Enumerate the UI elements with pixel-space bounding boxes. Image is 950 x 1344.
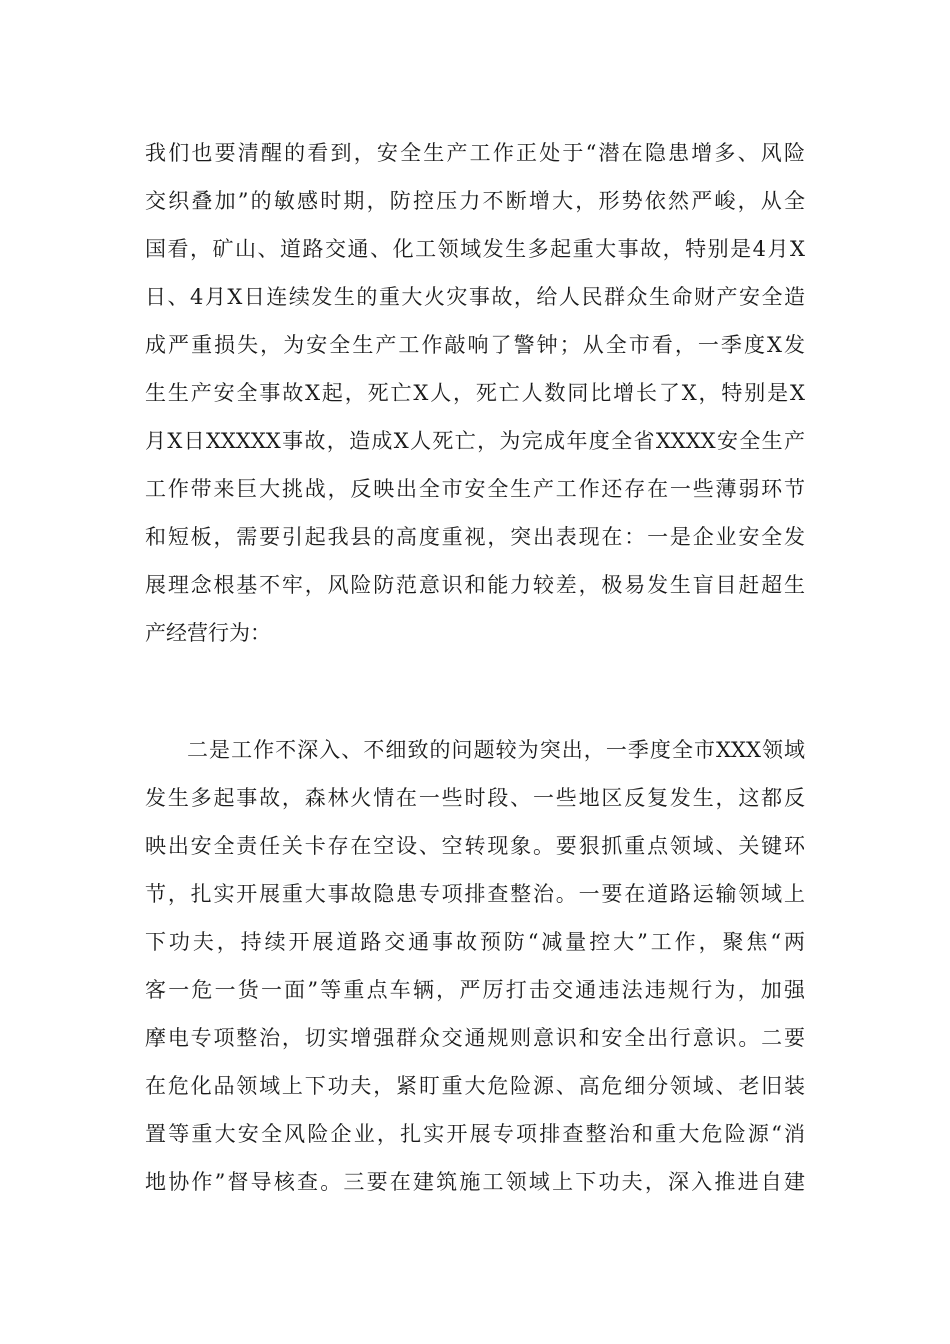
text-line: 国看，矿山、道路交通、化工领域发生多起重大事故，特别是4月X	[145, 237, 805, 261]
text-line: 节，扎实开展重大事故隐患专项排查整治。一要在道路运输领域上	[145, 882, 805, 906]
text-line: 摩电专项整治，切实增强群众交通规则意识和安全出行意识。二要	[145, 1026, 805, 1050]
text-line: 二是工作不深入、不细致的问题较为突出，一季度全市XXX领域	[187, 738, 805, 762]
text-line: 生生产安全事故X起，死亡X人，死亡人数同比增长了X，特别是X	[145, 381, 805, 405]
text-line: 地协作”督导核查。三要在建筑施工领域上下功夫，深入推进自建	[145, 1170, 805, 1194]
text-line: 我们也要清醒的看到，安全生产工作正处于“潜在隐患增多、风险	[145, 141, 805, 165]
text-line: 置等重大安全风险企业，扎实开展专项排查整治和重大危险源“消	[145, 1122, 805, 1146]
text-line: 映出安全责任关卡存在空设、空转现象。要狠抓重点领域、关键环	[145, 834, 805, 858]
text-line: 在危化品领域上下功夫，紧盯重大危险源、高危细分领域、老旧装	[145, 1074, 805, 1098]
text-line: 产经营行为：	[145, 621, 271, 645]
text-line: 交织叠加”的敏感时期，防控压力不断增大，形势依然严峻，从全	[145, 189, 805, 213]
text-line: 日、4月X日连续发生的重大火灾事故，给人民群众生命财产安全造	[145, 285, 805, 309]
text-line: 工作带来巨大挑战，反映出全市安全生产工作还存在一些薄弱环节	[145, 477, 805, 501]
text-line: 客一危一货一面”等重点车辆，严厉打击交通违法违规行为，加强	[145, 978, 805, 1002]
text-line: 和短板，需要引起我县的高度重视，突出表现在：一是企业安全发	[145, 525, 805, 549]
text-line: 展理念根基不牢，风险防范意识和能力较差，极易发生盲目赶超生	[145, 573, 805, 597]
text-line: 月X日XXXXX事故，造成X人死亡，为完成年度全省XXXX安全生产	[145, 429, 805, 453]
text-line: 成严重损失，为安全生产工作敲响了警钟；从全市看，一季度X发	[145, 333, 805, 357]
text-line: 下功夫，持续开展道路交通事故预防“减量控大”工作，聚焦“两	[145, 930, 805, 954]
text-line: 发生多起事故，森林火情在一些时段、一些地区反复发生，这都反	[145, 786, 805, 810]
